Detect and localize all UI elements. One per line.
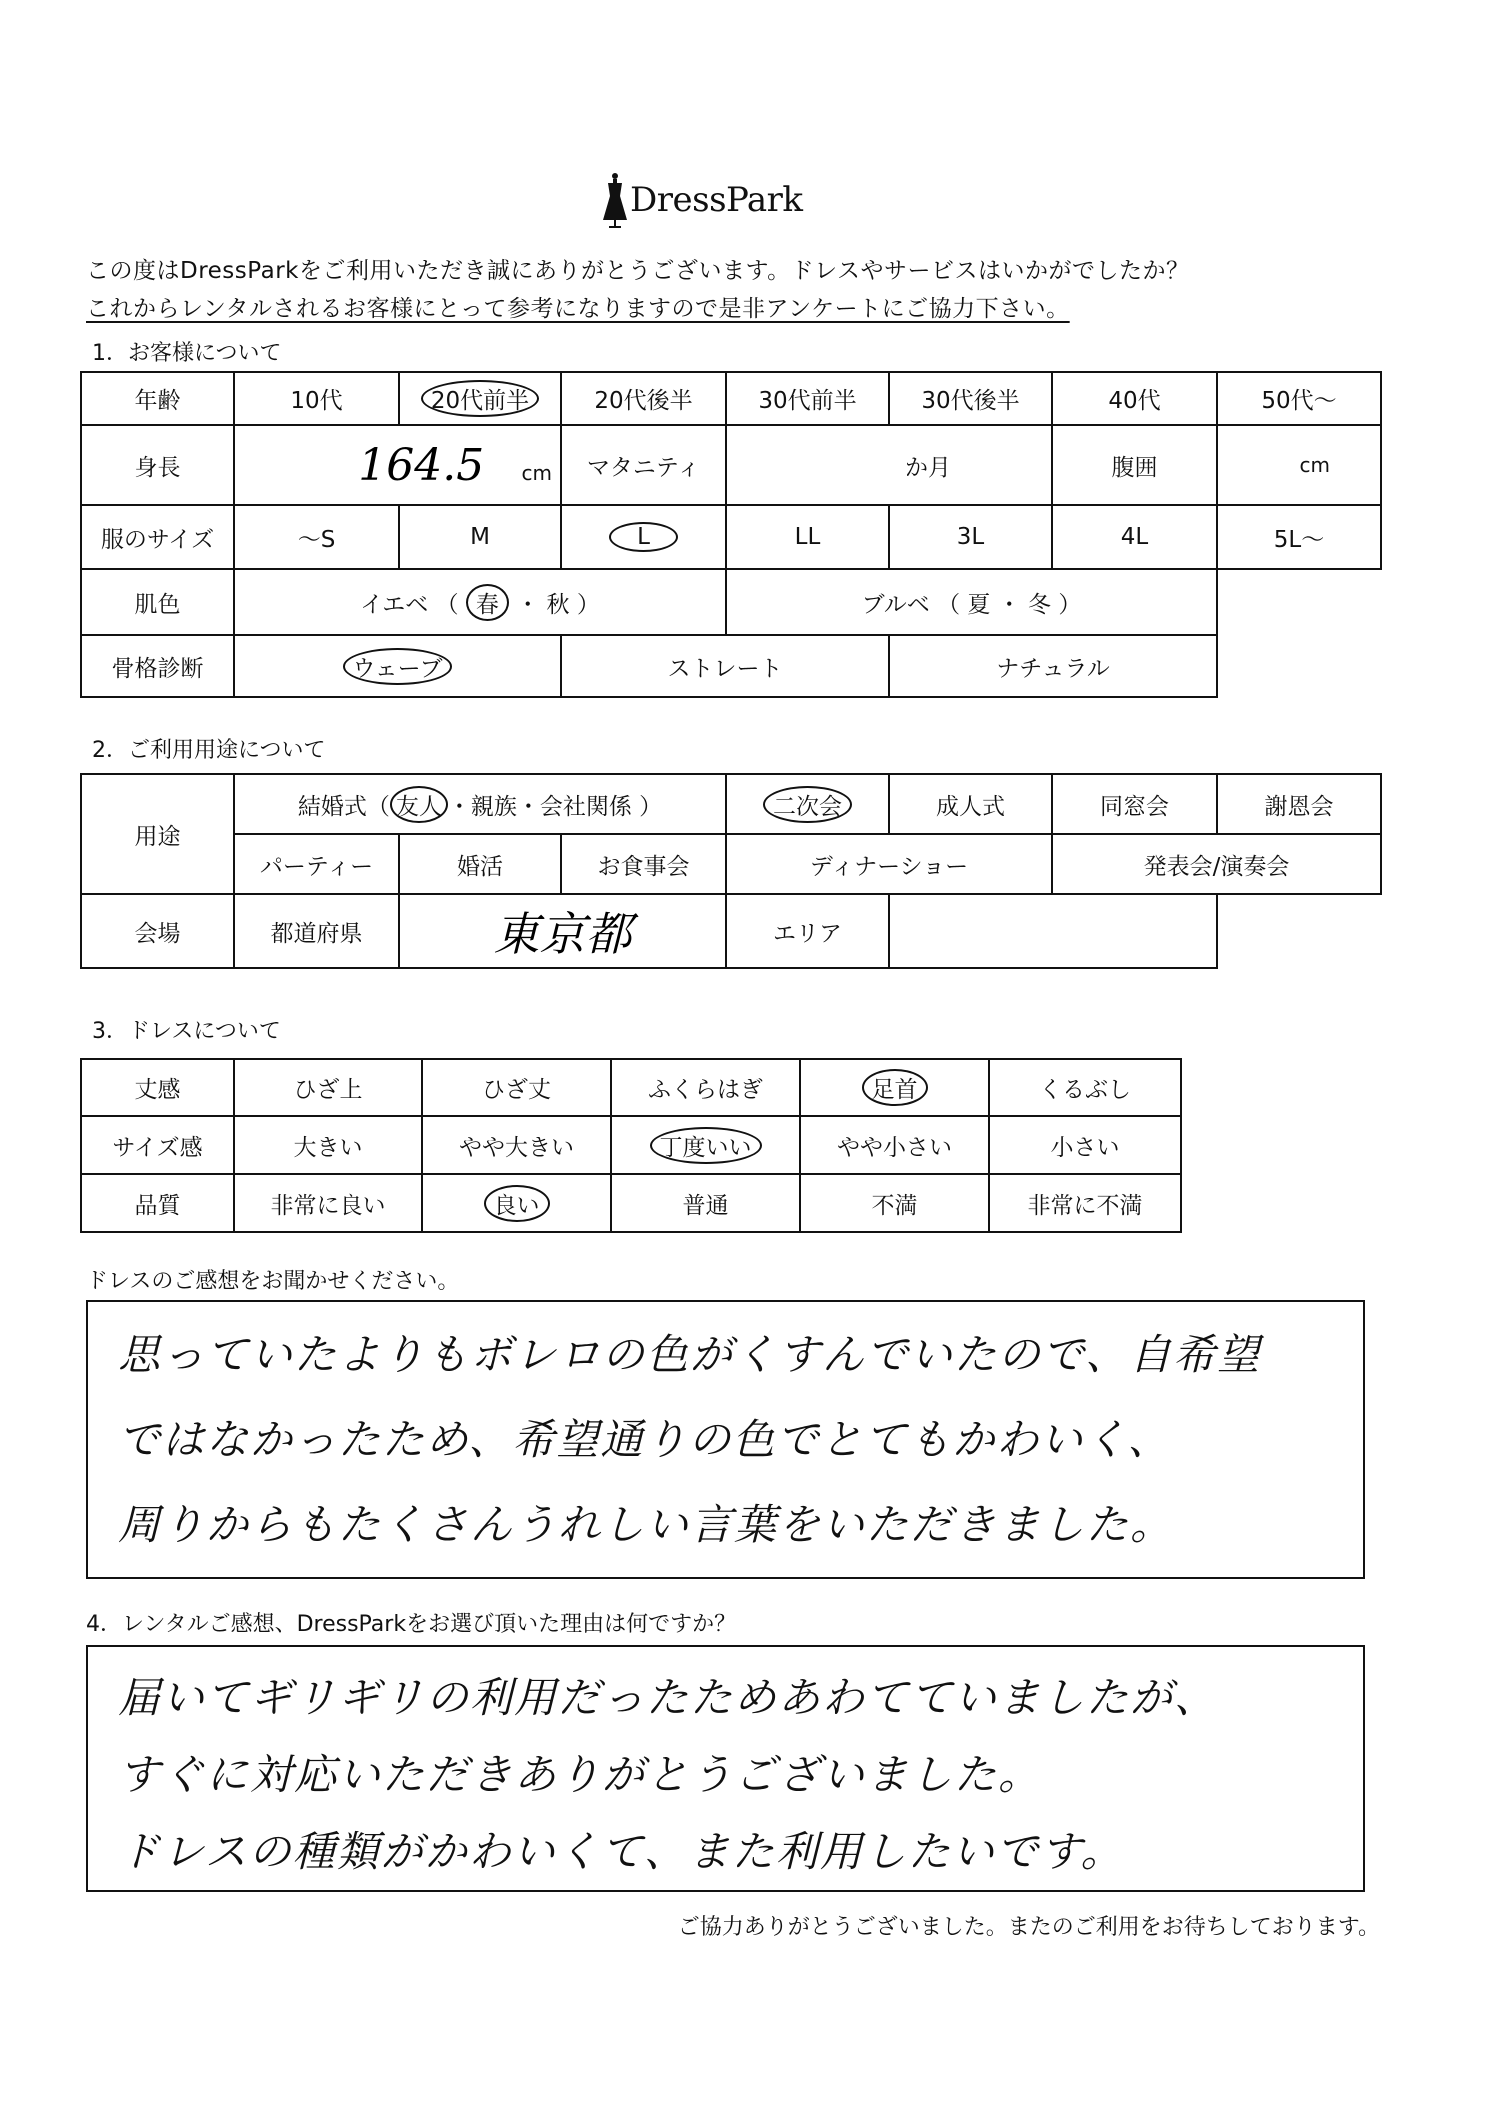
- footer-thanks: ご協力ありがとうございました。またのご利用をお待ちしております。: [677, 1915, 1380, 1940]
- age-option[interactable]: 20代後半: [561, 372, 726, 425]
- dress-table: [80, 1058, 1182, 1233]
- prefecture-field[interactable]: [399, 894, 726, 968]
- quality-label: 品質: [81, 1174, 234, 1232]
- height-unit: cm: [521, 460, 552, 485]
- usage-table: [80, 773, 1382, 969]
- dinner-show-option[interactable]: ディナーショー: [726, 834, 1052, 894]
- paren: ）: [1058, 591, 1082, 618]
- age-option[interactable]: 30代前半: [726, 372, 889, 425]
- selection-circle: ウェーブ: [343, 648, 453, 685]
- size-option[interactable]: 5L～: [1217, 505, 1381, 569]
- party-option[interactable]: パーティー: [234, 834, 399, 894]
- fit-option[interactable]: 小さい: [989, 1116, 1181, 1174]
- recital-option[interactable]: 発表会/演奏会: [1052, 834, 1381, 894]
- skin-label: 肌色: [81, 569, 234, 635]
- height-field[interactable]: [234, 425, 561, 505]
- customer-table: [80, 371, 1382, 698]
- paren: （: [937, 591, 961, 618]
- wedding-label: 結婚式（: [297, 793, 390, 820]
- thanks-party-option[interactable]: 謝恩会: [1217, 774, 1381, 834]
- fit-option[interactable]: やや大きい: [422, 1116, 611, 1174]
- comment-line: ではなかったため、希望通りの色でとてもかわいく、: [118, 1415, 1172, 1464]
- length-option[interactable]: ひざ上: [234, 1059, 422, 1116]
- empty-cell: [1217, 635, 1381, 697]
- usage-row-1: [81, 774, 1381, 834]
- comment-line: 届いてギリギリの利用だったためあわてていましたが、: [118, 1673, 1219, 1722]
- quality-option-selected[interactable]: [422, 1174, 611, 1232]
- maternity-month-unit: か月: [905, 454, 951, 481]
- waist-label: 腹囲: [1052, 425, 1217, 505]
- frame-label: 骨格診断: [81, 635, 234, 697]
- age-option-selected[interactable]: [399, 372, 561, 425]
- brand-name: DressPark: [630, 180, 803, 220]
- section1-title: 1．お客様について: [92, 341, 282, 366]
- paren: （: [435, 591, 459, 618]
- summer-option: 夏: [967, 591, 991, 618]
- selection-circle: 丁度いい: [650, 1127, 762, 1164]
- quality-option[interactable]: 不満: [800, 1174, 989, 1232]
- rental-comment-box[interactable]: [86, 1645, 1365, 1892]
- blue-base-label: ブルベ: [861, 591, 930, 618]
- height-label: 身長: [81, 425, 234, 505]
- venue-row: [81, 894, 1381, 968]
- quality-option[interactable]: 非常に良い: [234, 1174, 422, 1232]
- use-label: 用途: [81, 774, 234, 894]
- dress-comment-prompt: ドレスのご感想をお聞かせください。: [86, 1269, 460, 1294]
- afterparty-option[interactable]: [726, 774, 889, 834]
- age-option[interactable]: 50代～: [1217, 372, 1381, 425]
- fit-option[interactable]: 大きい: [234, 1116, 422, 1174]
- frame-option[interactable]: ストレート: [561, 635, 889, 697]
- prefecture-value: 東京都: [493, 907, 632, 961]
- quality-option[interactable]: 非常に不満: [989, 1174, 1181, 1232]
- size-option[interactable]: M: [399, 505, 561, 569]
- selection-circle: L: [609, 522, 678, 552]
- intro-text: この度はDressParkをご利用いただき誠にありがとうございます。ドレスやサービスはいかがでしたか？: [86, 258, 1190, 284]
- age-option[interactable]: 10代: [234, 372, 399, 425]
- length-option-selected[interactable]: [800, 1059, 989, 1116]
- area-field[interactable]: [889, 894, 1217, 968]
- length-option[interactable]: ひざ丈: [422, 1059, 611, 1116]
- fit-label: サイズ感: [81, 1116, 234, 1174]
- size-option[interactable]: ～S: [234, 505, 399, 569]
- selection-circle: 二次会: [763, 786, 852, 823]
- comment-line: 周りからもたくさんうれしい言葉をいただきました。: [118, 1500, 1175, 1549]
- intro-request: これからレンタルされるお客様にとって参考になりますので是非アンケートにご協力下さい。: [86, 296, 1070, 322]
- fit-option-selected[interactable]: [611, 1116, 800, 1174]
- separator: ・: [516, 591, 540, 618]
- quality-option[interactable]: 普通: [611, 1174, 800, 1232]
- size-row: [81, 505, 1381, 569]
- reunion-option[interactable]: 同窓会: [1052, 774, 1217, 834]
- length-label: 丈感: [81, 1059, 234, 1116]
- blue-base-options[interactable]: [726, 569, 1217, 635]
- autumn-option: 秋: [546, 591, 570, 618]
- section3-title: 3．ドレスについて: [92, 1019, 281, 1044]
- section4-title: 4．レンタルご感想、DressParkをお選び頂いた理由は何ですか？: [86, 1612, 737, 1637]
- age-option[interactable]: 30代後半: [889, 372, 1052, 425]
- area-label: エリア: [726, 894, 889, 968]
- prefecture-label: 都道府県: [234, 894, 399, 968]
- frame-option-selected[interactable]: [234, 635, 561, 697]
- wedding-option[interactable]: [234, 774, 726, 834]
- selection-circle: 春: [466, 584, 509, 621]
- comment-line: すぐに対応いただきありがとうございました。: [118, 1750, 1043, 1799]
- frame-option[interactable]: ナチュラル: [889, 635, 1217, 697]
- age-option[interactable]: 40代: [1052, 372, 1217, 425]
- venue-label: 会場: [81, 894, 234, 968]
- selection-circle: 友人: [390, 786, 448, 823]
- usage-row-2: [81, 834, 1381, 894]
- size-option[interactable]: 3L: [889, 505, 1052, 569]
- empty-cell: [1217, 894, 1381, 968]
- empty-cell: [1217, 569, 1381, 635]
- fit-row: [81, 1116, 1181, 1174]
- length-row: [81, 1059, 1181, 1116]
- frame-row: [81, 635, 1381, 697]
- age-row: [81, 372, 1381, 425]
- dinner-option[interactable]: お食事会: [561, 834, 726, 894]
- height-row: [81, 425, 1381, 505]
- length-option[interactable]: ふくらはぎ: [611, 1059, 800, 1116]
- size-option[interactable]: 4L: [1052, 505, 1217, 569]
- fit-option[interactable]: やや小さい: [800, 1116, 989, 1174]
- size-label: 服のサイズ: [81, 505, 234, 569]
- skin-row: [81, 569, 1381, 635]
- winter-option: 冬: [1028, 591, 1052, 618]
- yellow-base-options[interactable]: [234, 569, 726, 635]
- yellow-base-label: イエベ: [360, 591, 429, 618]
- size-option-selected[interactable]: [561, 505, 726, 569]
- selection-circle: 良い: [484, 1185, 550, 1222]
- size-option[interactable]: LL: [726, 505, 889, 569]
- selection-circle: 20代前半: [421, 380, 539, 417]
- dress-comment-box[interactable]: [86, 1300, 1365, 1579]
- waist-field[interactable]: [1217, 425, 1381, 505]
- section2-title: 2．ご利用用途について: [92, 738, 326, 763]
- coming-of-age-option[interactable]: 成人式: [889, 774, 1052, 834]
- quality-row: [81, 1174, 1181, 1232]
- comment-line: 思っていたよりもボレロの色がくすんでいたので、自希望: [118, 1330, 1262, 1379]
- paren: ）: [576, 591, 600, 618]
- dresspark-logo: [600, 170, 900, 230]
- separator: ・: [997, 591, 1021, 618]
- age-label: 年齢: [81, 372, 234, 425]
- dress-mannequin-icon: [600, 170, 630, 230]
- selection-circle: 足首: [862, 1069, 928, 1106]
- wedding-rest: ・親族・会社関係 ）: [447, 793, 663, 820]
- comment-line: ドレスの種類がかわいくて、また利用したいです。: [118, 1827, 1125, 1876]
- maternity-months-field[interactable]: [726, 425, 1052, 505]
- waist-unit: cm: [1299, 453, 1330, 477]
- length-option[interactable]: くるぶし: [989, 1059, 1181, 1116]
- maternity-label: マタニティ: [561, 425, 726, 505]
- height-value: 164.5: [358, 439, 485, 491]
- konkatsu-option[interactable]: 婚活: [399, 834, 561, 894]
